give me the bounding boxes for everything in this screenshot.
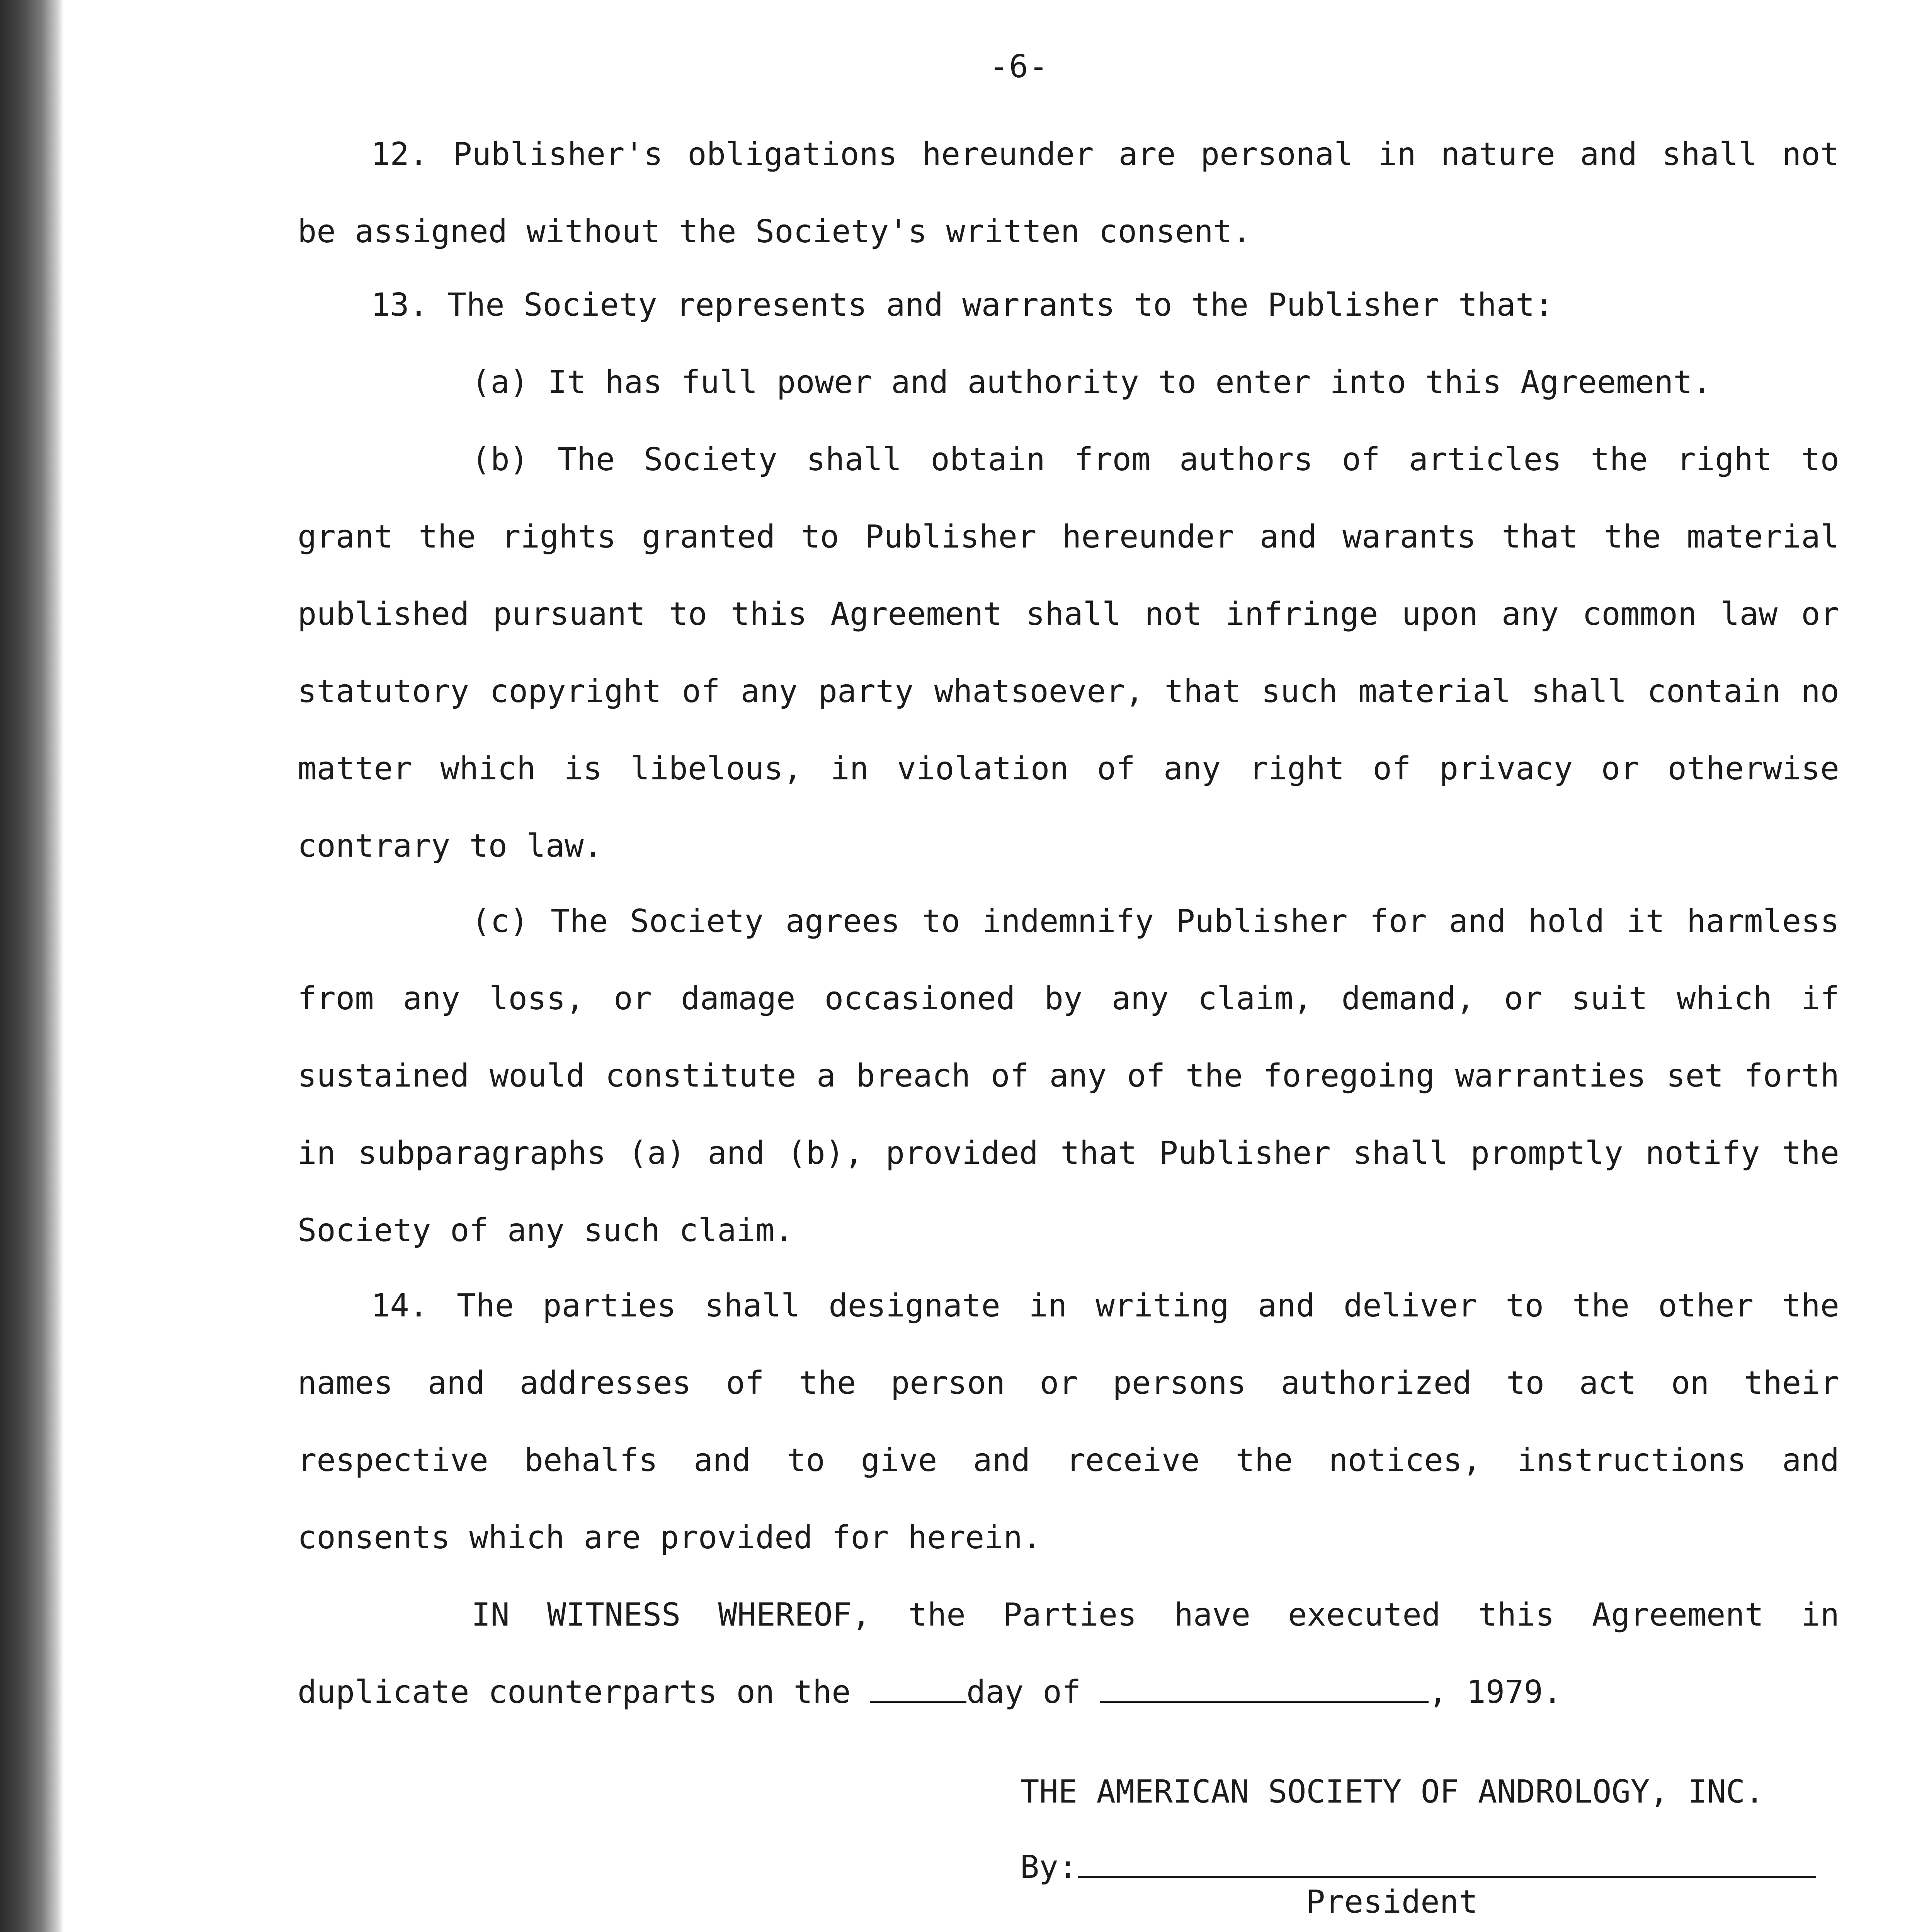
society-name: THE AMERICAN SOCIETY OF ANDROLOGY, INC. (1020, 1774, 1764, 1810)
paragraph-13: 13. The Society represents and warrants to the Publisher that: (371, 287, 1554, 323)
signature-row-president (1020, 1849, 1816, 1920)
scanned-binding-edge (0, 0, 64, 1932)
by-label: By: (1020, 1849, 1078, 1886)
page-number: -6- (989, 48, 1049, 85)
month-blank (1100, 1677, 1429, 1703)
witness-text-mid: day of (966, 1674, 1100, 1711)
title-president: President (1306, 1884, 1478, 1920)
paragraph-14: 14. The parties shall designate in writing and deliver to the other the names and addresses of the person or persons authorized to act on their respective behalfs and to give and receive the notices, instructions and consents which are provided for herein. (298, 1287, 1839, 1556)
witness-clause (298, 1577, 1839, 1731)
day-blank (870, 1677, 966, 1703)
paragraph-12: 12. Publisher's obligations hereunder are personal in nature and shall not be assigned without the Society's written consent. (298, 136, 1839, 250)
paragraph-13b: (b) The Society shall obtain from authors of articles the right to grant the rights granted to Publisher hereunder and warants that the material published pursuant to this Agreement shall not infringe upon any common law or statutory copyright of any party whatsoever, that such material shall contain no matter which is libelous, in violation of any right of privacy or otherwise contrary to law. (298, 441, 1839, 864)
paragraph-13a: (a) It has full power and authority to enter into this Agreement. (471, 364, 1711, 401)
witness-text-start: IN WITNESS WHEREOF, the Parties have executed this Agreement in duplicate counterparts on the (298, 1597, 1839, 1711)
signature-line (1078, 1876, 1816, 1878)
witness-text-end: , 1979. (1428, 1674, 1562, 1711)
paragraph-13c: (c) The Society agrees to indemnify Publisher for and hold it harmless from any loss, or damage occasioned by any claim, demand, or suit which if sustained would constitute a breach of any of the foregoing warranties set forth in subparagraphs (a) and (b), provided that Publisher shall promptly notify the Society of any such claim. (298, 903, 1839, 1249)
